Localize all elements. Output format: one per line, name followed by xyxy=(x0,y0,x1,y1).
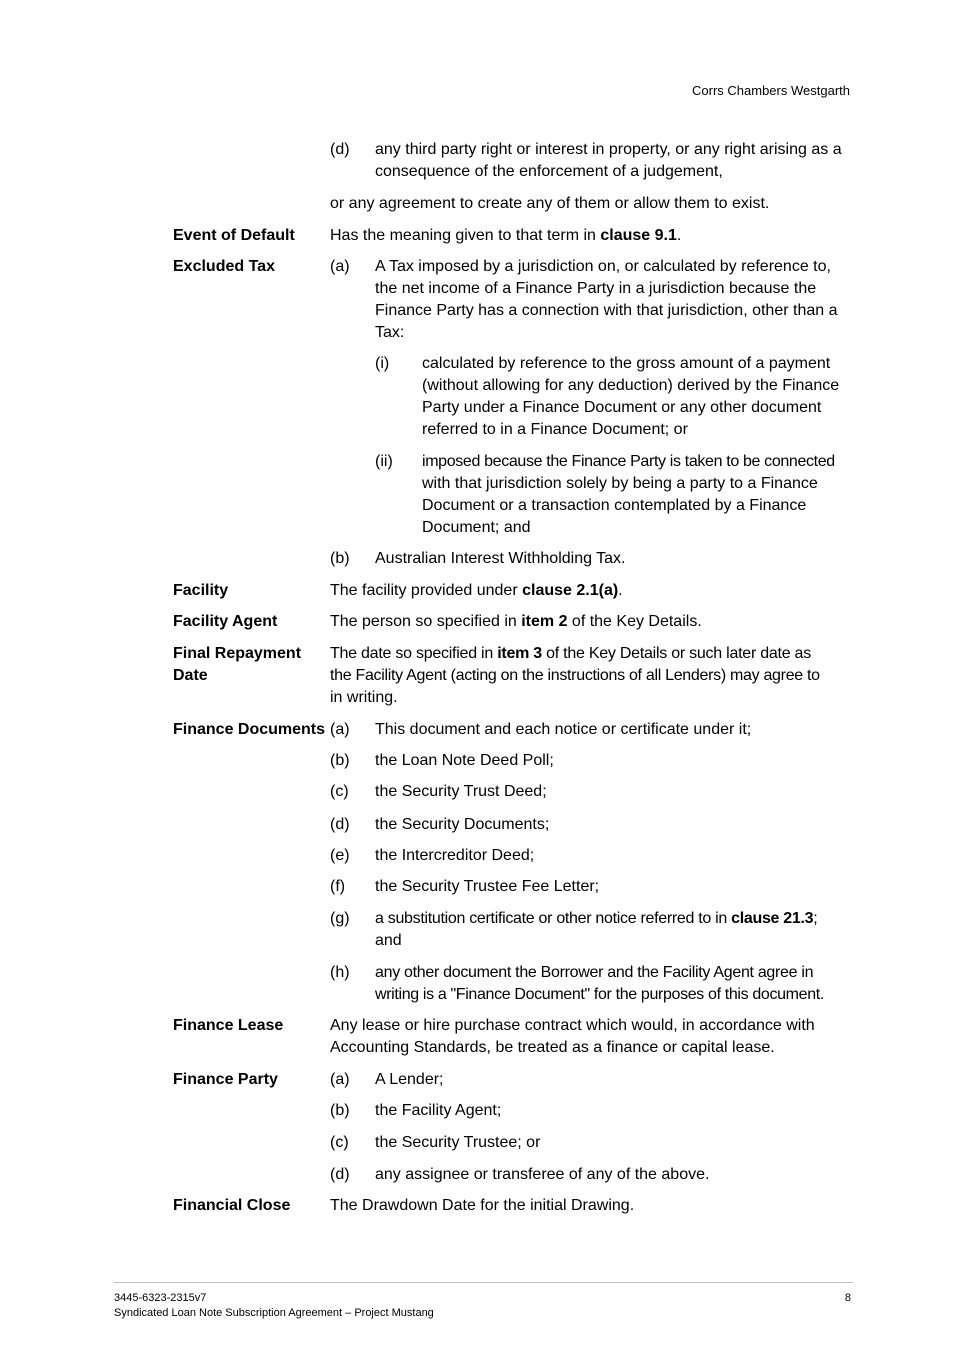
footer-doc-number: 3445-6323-2315v7 xyxy=(114,1292,207,1304)
list-item: the Security Trustee Fee Letter; xyxy=(375,878,600,895)
list-marker: (c) xyxy=(330,783,349,800)
list-marker: (e) xyxy=(330,847,350,864)
definition-text: The date so specified in item 3 of the Key Details or such later date as xyxy=(330,645,811,662)
list-item: any other document the Borrower and the Facility Agent agree in xyxy=(375,964,814,981)
list-item: the Security Trust Deed; xyxy=(375,783,547,800)
defined-term: Finance Party xyxy=(173,1071,278,1088)
list-marker: (d) xyxy=(330,1166,350,1183)
definition-text: (without allowing for any deduction) derived by the Finance xyxy=(422,377,840,394)
list-item: This document and each notice or certificate under it; xyxy=(375,721,752,738)
definition-text: Has the meaning given to that term in clause 9.1. xyxy=(330,227,682,244)
list-marker: (b) xyxy=(330,550,350,567)
list-marker: (f) xyxy=(330,878,346,895)
footer-divider xyxy=(114,1282,853,1283)
list-marker: (d) xyxy=(330,141,350,158)
definition-text: or any agreement to create any of them or allow them to exist. xyxy=(330,195,770,212)
list-marker: (i) xyxy=(375,355,390,372)
defined-term: Facility Agent xyxy=(173,613,278,630)
definition-text: Finance Party has a connection with that jurisdiction, other than a xyxy=(375,302,838,319)
list-marker: (a) xyxy=(330,1071,350,1088)
list-item: and xyxy=(375,932,402,949)
list-marker: (a) xyxy=(330,258,350,275)
list-marker: (b) xyxy=(330,1102,350,1119)
item-reference: item 2 xyxy=(521,613,568,630)
defined-term: Event of Default xyxy=(173,227,295,244)
definition-text: consequence of the enforcement of a judgement, xyxy=(375,163,723,180)
list-item: any assignee or transferee of any of the above. xyxy=(375,1166,710,1183)
list-item: the Security Trustee; or xyxy=(375,1134,541,1151)
list-marker: (d) xyxy=(330,816,350,833)
definition-text: Document or a transaction contemplated by a Finance xyxy=(422,497,807,514)
list-marker: (g) xyxy=(330,910,350,927)
defined-term: Date xyxy=(173,667,208,684)
clause-reference: clause 2.1(a) xyxy=(522,582,619,599)
definition-text: any third party right or interest in property, or any right arising as a xyxy=(375,141,842,158)
clause-reference: clause 9.1 xyxy=(600,227,677,244)
item-reference: item 3 xyxy=(497,645,542,662)
defined-term: Excluded Tax xyxy=(173,258,275,275)
defined-term: Final Repayment xyxy=(173,645,302,662)
list-item: A Lender; xyxy=(375,1071,444,1088)
header-firm-name: Corrs Chambers Westgarth xyxy=(692,83,850,98)
definition-text: the Facility Agent (acting on the instructions of all Lenders) may agree to xyxy=(330,667,820,684)
list-item: a substitution certificate or other notice referred to in clause 21.3; xyxy=(375,910,818,927)
clause-reference: clause 21.3 xyxy=(731,910,814,927)
definition-text: Document; and xyxy=(422,519,531,536)
definition-text: The facility provided under clause 2.1(a). xyxy=(330,582,623,599)
list-marker: (a) xyxy=(330,721,350,738)
defined-term: Financial Close xyxy=(173,1197,291,1214)
list-item: the Security Documents; xyxy=(375,816,550,833)
list-marker: (ii) xyxy=(375,453,393,470)
definition-text: Australian Interest Withholding Tax. xyxy=(375,550,626,567)
list-marker: (b) xyxy=(330,752,350,769)
defined-term: Finance Lease xyxy=(173,1017,284,1034)
definition-text: The person so specified in item 2 of the Key Details. xyxy=(330,613,702,630)
definition-text: the net income of a Finance Party in a jurisdiction because the xyxy=(375,280,817,297)
list-marker: (h) xyxy=(330,964,350,981)
definition-text: Party under a Finance Document or any other document xyxy=(422,399,822,416)
definition-text: imposed because the Finance Party is taken to be connected xyxy=(422,453,835,470)
footer-doc-title: Syndicated Loan Note Subscription Agreement – Project Mustang xyxy=(114,1307,434,1319)
list-item: the Intercreditor Deed; xyxy=(375,847,535,864)
definition-text: calculated by reference to the gross amount of a payment xyxy=(422,355,831,372)
list-marker: (c) xyxy=(330,1134,349,1151)
list-item: writing is a "Finance Document" for the purposes of this document. xyxy=(375,986,824,1003)
defined-term: Facility xyxy=(173,582,229,599)
definition-text: Any lease or hire purchase contract which would, in accordance with xyxy=(330,1017,815,1034)
definition-text: with that jurisdiction solely by being a party to a Finance xyxy=(422,475,818,492)
definition-text: Tax: xyxy=(375,324,405,341)
definition-text: A Tax imposed by a jurisdiction on, or calculated by reference to, xyxy=(375,258,831,275)
definition-text: in writing. xyxy=(330,689,398,706)
definition-text: Accounting Standards, be treated as a finance or capital lease. xyxy=(330,1039,775,1056)
defined-term: Finance Documents xyxy=(173,721,326,738)
page-number: 8 xyxy=(844,1292,851,1304)
list-item: the Facility Agent; xyxy=(375,1102,502,1119)
definition-text: The Drawdown Date for the initial Drawing. xyxy=(330,1197,635,1214)
definition-text: referred to in a Finance Document; or xyxy=(422,421,688,438)
list-item: the Loan Note Deed Poll; xyxy=(375,752,554,769)
